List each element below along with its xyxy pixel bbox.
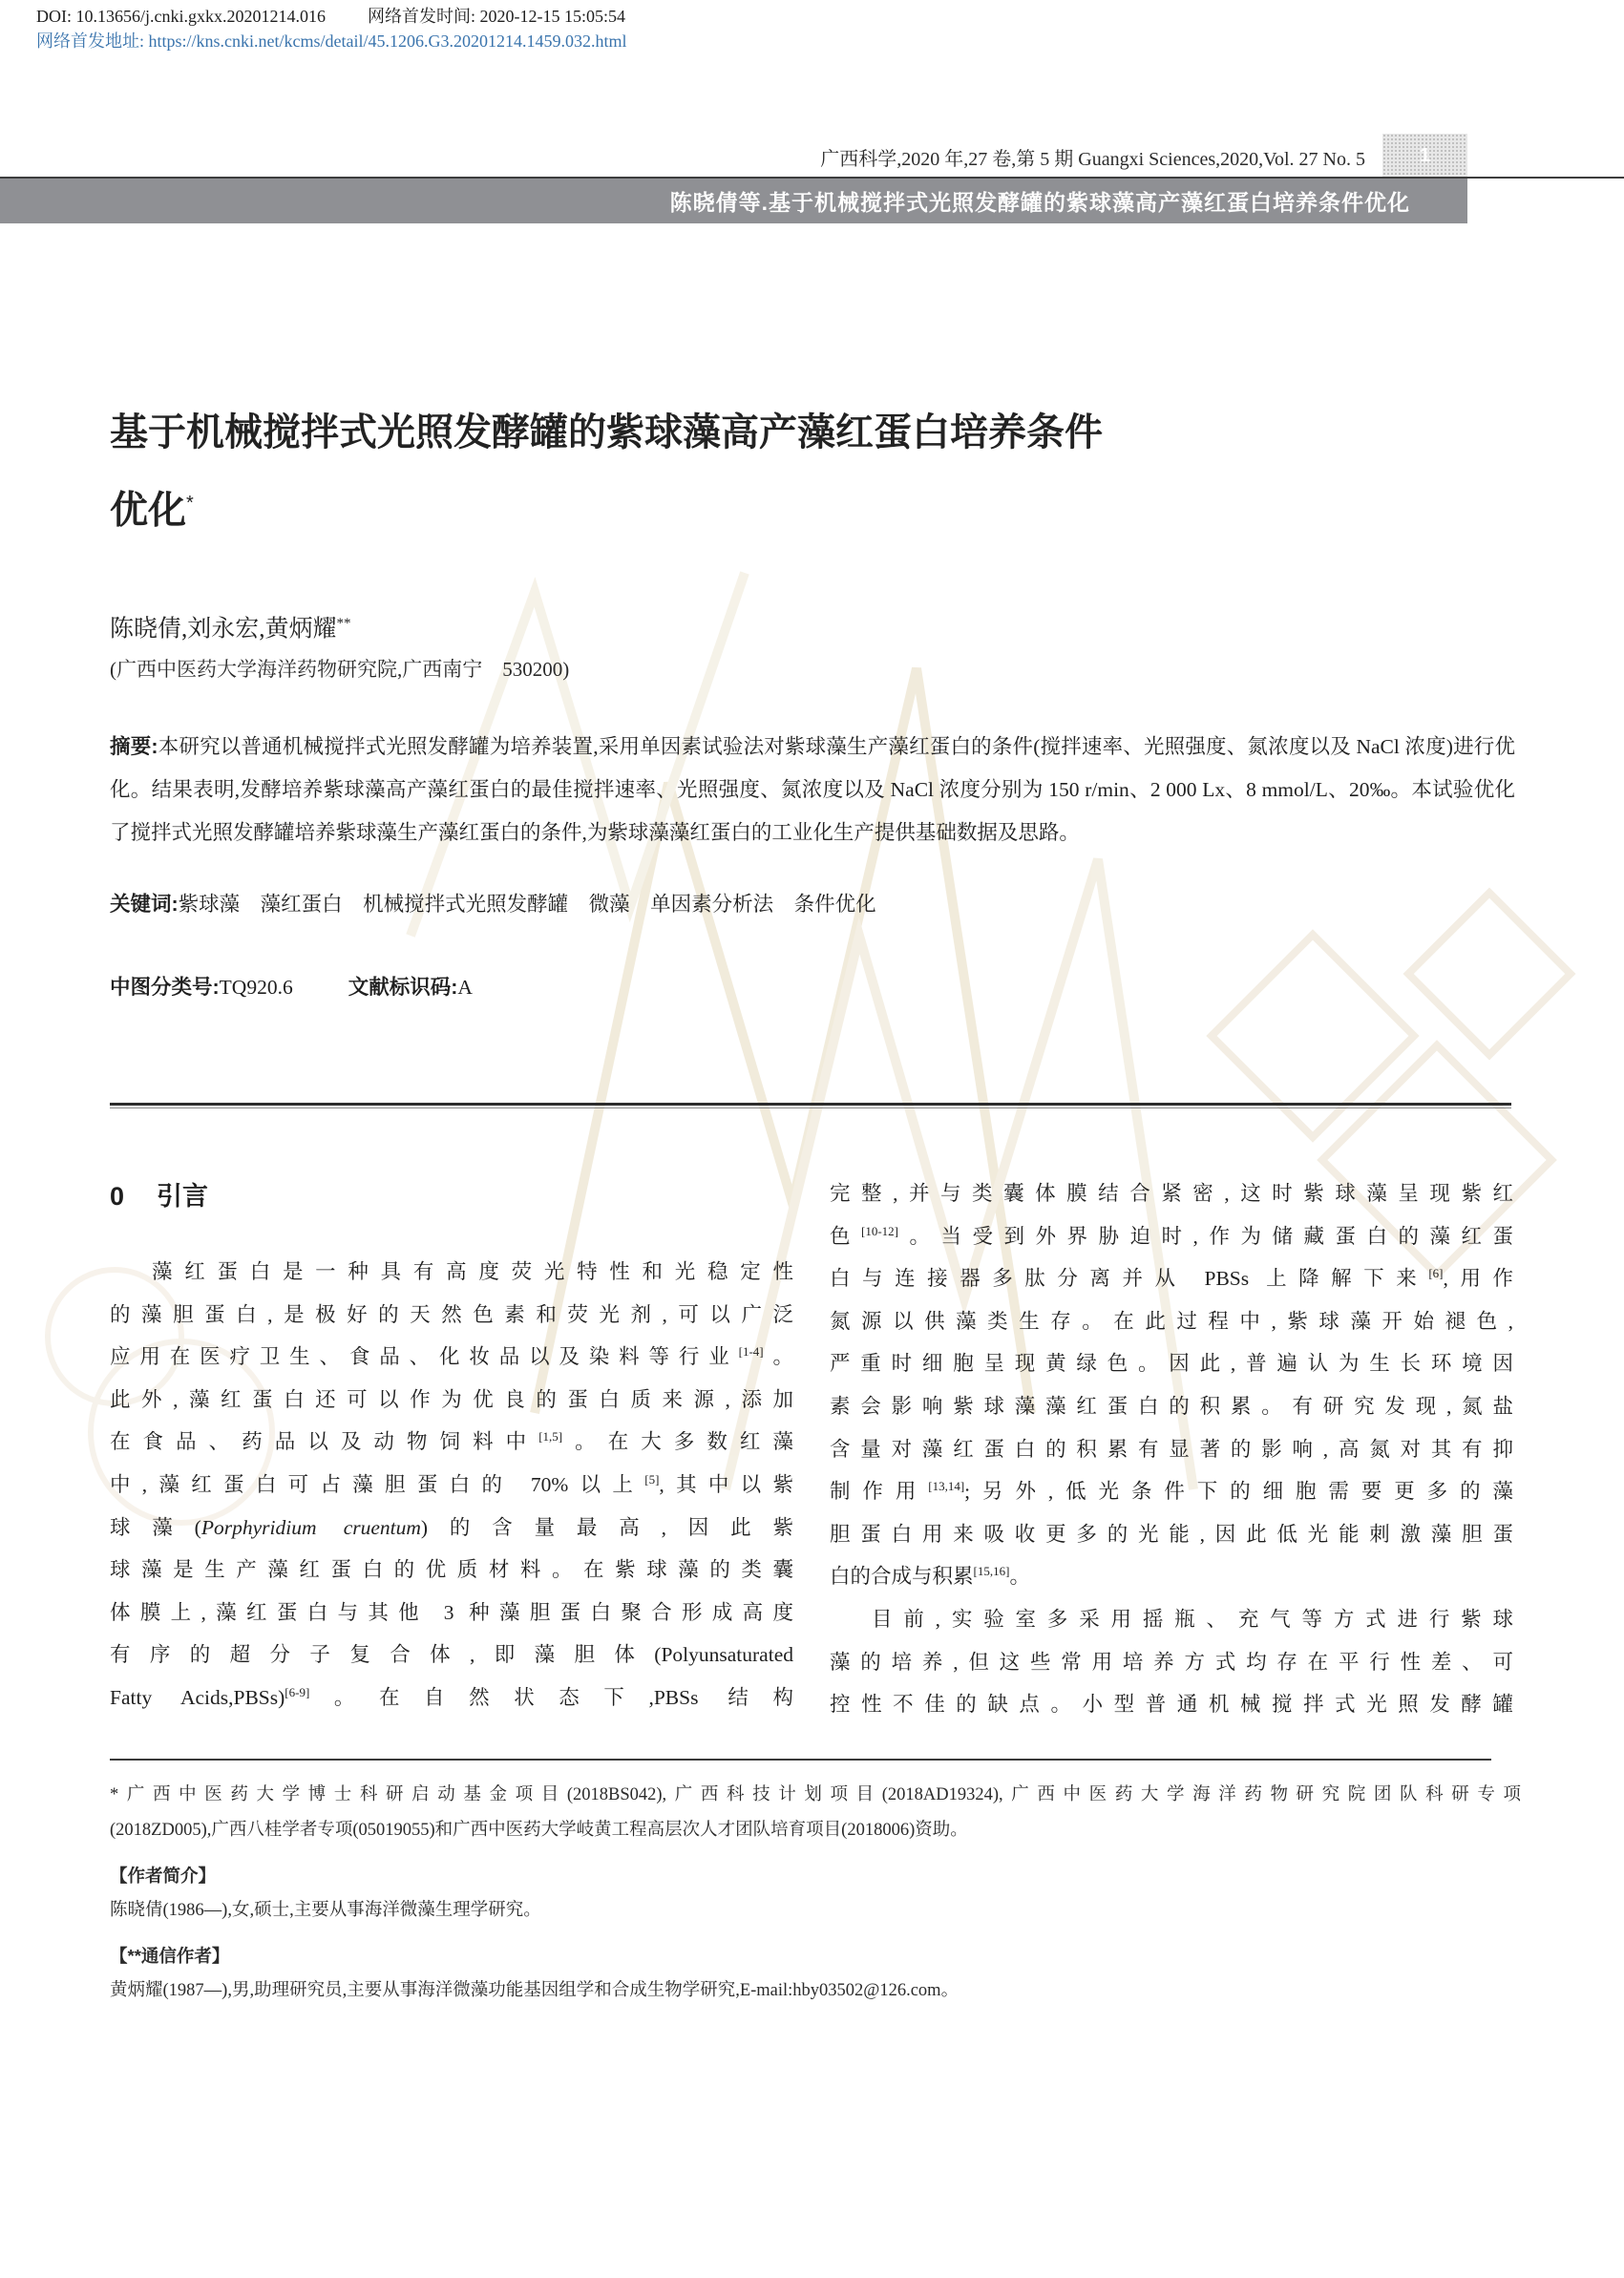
section-title: 引言	[157, 1182, 209, 1211]
corresponding-author-marker: **	[336, 616, 351, 631]
article-title	[110, 397, 1523, 545]
text-line: 此外,藻红蛋白还可以作为优良的蛋白质来源,添加	[110, 1387, 793, 1411]
footnotes-block	[110, 1778, 1521, 2009]
text-line: 陈晓倩(1986—),女,硕士,主要从事海洋微藻生理学研究。	[110, 1901, 541, 1920]
running-title: 陈晓倩等.基于机械搅拌式光照发酵罐的紫球藻高产藻红蛋白培养条件优化	[669, 190, 1410, 215]
text-line: 黄炳耀(1987—),男,助理研究员,主要从事海洋微藻功能基因组学和合成生物学研究,E-mail:hby03502@126.com。	[110, 1981, 960, 2000]
keywords-label: 关键词:	[110, 893, 179, 916]
section-heading-introduction	[110, 1172, 793, 1220]
authors-line	[110, 609, 351, 643]
right-column-text	[830, 1172, 1513, 1726]
abstract-label: 摘要:	[110, 734, 158, 758]
text-line: 球藻(Porphyridium cruentum)的含量最高,因此紫	[110, 1515, 793, 1539]
section-number: 0	[110, 1182, 125, 1211]
online-time-label: 网络首发时间:	[368, 7, 476, 26]
article-title-line2: 优化	[110, 489, 186, 532]
text-line: 素会影响紫球藻藻红蛋白的积累。有研究发现,氮盐	[830, 1394, 1513, 1418]
classification-line	[110, 966, 1515, 1009]
text-line: *广西中医药大学博士科研启动基金项目(2018BS042),广西科技计划项目(2018AD19324),广西中医药大学海洋药物研究院团队科研专项	[110, 1785, 1521, 1804]
text-line: 含量对藻红蛋白的积累有显著的影响,高氮对其有抑	[830, 1437, 1513, 1461]
online-url-link[interactable]: https://kns.cnki.net/kcms/detail/45.1206.G3.20201214.1459.032.html	[148, 32, 627, 51]
body-column-right	[830, 1172, 1513, 1726]
text-line: 的藻胆蛋白,是极好的天然色素和荧光剂,可以广泛	[110, 1302, 793, 1326]
page-number: 1	[1419, 144, 1431, 166]
journal-header-line: 广西科学,2020 年,27 卷,第 5 期 Guangxi Sciences,2020,Vol. 27 No. 5	[820, 149, 1365, 170]
text-line: 白的合成与积累[15,16]。	[830, 1564, 1030, 1589]
prepress-info	[36, 4, 627, 53]
text-line: 有序的超分子复合体,即藻胆体(Polyunsaturated	[110, 1643, 793, 1667]
doc-code-value: A	[457, 976, 473, 999]
text-line: 氮源以供藻类生存。在此过程中,紫球藻开始褪色,	[830, 1309, 1513, 1333]
text-line: 目前,实验室多采用摇瓶、充气等方式进行紫球	[872, 1607, 1513, 1631]
clc-value: TQ920.6	[219, 976, 293, 999]
text-line: 藻的培养,但这些常用培养方式均存在平行性差、可	[830, 1650, 1513, 1674]
text-line: 胆蛋白用来吸收更多的光能,因此低光能刺激藻胆蛋	[830, 1522, 1513, 1546]
text-line: 藻红蛋白是一种具有高度荧光特性和光稳定性	[152, 1260, 793, 1283]
keywords-line	[110, 883, 1515, 926]
text-line: 球藻是生产藻红蛋白的优质材料。在紫球藻的类囊	[110, 1558, 793, 1582]
text-line: 中,藻红蛋白可占藻胆蛋白的 70%以上[5],其中以紫	[110, 1471, 793, 1496]
affiliation-line: (广西中医药大学海洋药物研究院,广西南宁 530200)	[110, 658, 570, 681]
doi-text: DOI: 10.13656/j.cnki.gxkx.20201214.016	[36, 7, 326, 26]
abstract-text: 本研究以普通机械搅拌式光照发酵罐为培养装置,采用单因素试验法对紫球藻生产藻红蛋白的条件(搅拌速率、光照强度、氮浓度以及 NaCl 浓度)进行优化。结果表明,发酵培养紫球藻高产藻红蛋白的最佳搅拌速率、光照强度、氮浓度以及 NaCl 浓度分别为 150 r/min、2 000 Lx、8 mmol/L、20‰。本试验优化了搅拌式光照发酵罐培养紫球藻生产藻红蛋白的条件,为紫球藻藻红蛋白的工业化生产提供基础数据及思路。	[110, 734, 1515, 844]
left-column-text	[110, 1251, 793, 1719]
text-line: 【作者简介】	[110, 1866, 217, 1886]
authors-names: 陈晓倩,刘永宏,黄炳耀	[110, 616, 337, 643]
running-title-bar	[0, 179, 1467, 223]
footnote-rule	[110, 1759, 1491, 1761]
text-line: 白与连接器多肽分离并从 PBSs 上降解下来[6],用作	[830, 1266, 1513, 1291]
keywords-text: 紫球藻 藻红蛋白 机械搅拌式光照发酵罐 微藻 单因素分析法 条件优化	[178, 893, 876, 916]
body-column-left	[110, 1172, 793, 1719]
title-footnote-marker: *	[186, 493, 194, 514]
text-line: Fatty Acids,PBSs)[6-9]。在自然状态下,PBSs 结构	[110, 1684, 793, 1709]
page-number-box	[1382, 134, 1467, 178]
abstract-paragraph	[110, 726, 1515, 854]
clc-label: 中图分类号:	[110, 976, 220, 999]
text-line: 色[10-12]。当受到外界胁迫时,作为储藏蛋白的藻红蛋	[830, 1223, 1513, 1248]
doc-code-label: 文献标识码:	[348, 976, 458, 999]
online-time-value: 2020-12-15 15:05:54	[479, 7, 626, 26]
online-url-label: 网络首发地址:	[36, 32, 145, 51]
text-line: (2018ZD005),广西八桂学者专项(05019055)和广西中医药大学岐黄工程高层次人才团队培育项目(2018006)资助。	[110, 1821, 968, 1840]
text-line: 严重时细胞呈现黄绿色。因此,普遍认为生长环境因	[830, 1352, 1513, 1376]
article-title-line1: 基于机械搅拌式光照发酵罐的紫球藻高产藻红蛋白培养条件	[110, 411, 1103, 453]
text-line: 制作用[13,14];另外,低光条件下的细胞需要更多的藻	[830, 1479, 1513, 1504]
text-line: 体膜上,藻红蛋白与其他 3 种藻胆蛋白聚合形成高度	[110, 1600, 793, 1624]
text-line: 控性不佳的缺点。小型普通机械搅拌式光照发酵罐	[830, 1693, 1513, 1717]
text-line: 【**通信作者】	[110, 1946, 230, 1966]
text-line: 应用在医疗卫生、食品、化妆品以及染料等行业[1-4]。	[110, 1344, 793, 1369]
text-line: 在食品、药品以及动物饲料中[1,5]。在大多数红藻	[110, 1429, 793, 1454]
section-divider-rule	[110, 1103, 1511, 1108]
text-line: 完整,并与类囊体膜结合紧密,这时紫球藻呈现紫红	[830, 1182, 1513, 1205]
